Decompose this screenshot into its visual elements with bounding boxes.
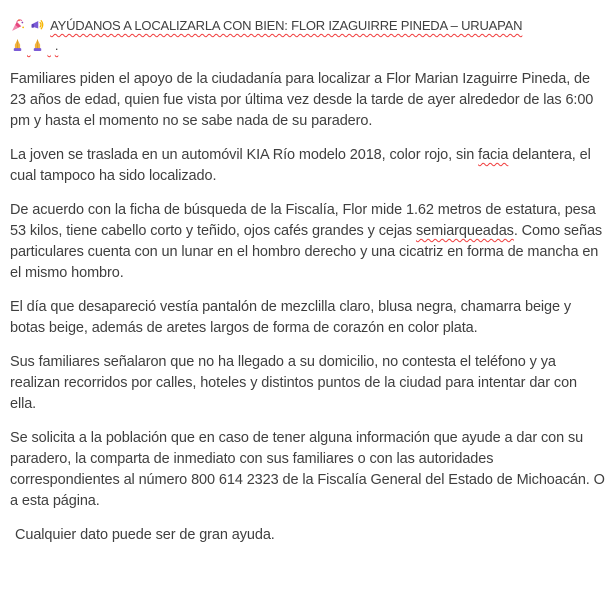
paragraph	[10, 525, 605, 546]
paragraph	[10, 352, 605, 415]
text-run: La joven se traslada en un automóvil KIA Río modelo 2018, color rojo, sin	[10, 147, 479, 163]
text-run: delantera, el cual tampoco ha sido localizado.	[10, 147, 591, 184]
paragraph	[10, 200, 605, 284]
text-run: El día que desapareció vestía pantalón de mezclilla claro, blusa negra, chamarra beige y botas beige, además de aretes largos de forma de corazón en color plata.	[10, 299, 572, 336]
post-title-period: .	[54, 38, 59, 53]
paragraph	[10, 428, 605, 512]
text-run: De acuerdo con la ficha de búsqueda de la Fiscalía, Flor mide 1.62 metros de estatura, pesa 53 kilos, tiene cabello corto y teñido, ojos cafés grandes y cejas	[10, 202, 596, 239]
text-run: Se solicita a la población que en caso de tener alguna información que ayude a dar con su paradero, la comparta de inmediato con sus familiares o con las autoridades correspondientes al número 800 614 2323 de la Fiscalía General del Estado de Michoacán. O a esta página.	[10, 430, 605, 509]
post-title-line	[10, 18, 522, 33]
misspelled-word: semiarqueadas	[415, 223, 514, 239]
text-run: Cualquier dato puede ser de gran ayuda.	[15, 527, 275, 543]
post-title-tail	[10, 36, 605, 56]
post-title	[10, 16, 605, 56]
party-popper-icon	[10, 16, 25, 36]
paragraph	[10, 145, 605, 187]
text-run: Familiares piden el apoyo de la ciudadanía para localizar a Flor Marian Izaguirre Pineda, de 23 años de edad, quien fue vista por última vez desde la tarde de ayer alrededor de las 6:00 pm y hasta el momento no se sabe nada de su paradero.	[10, 71, 594, 129]
megaphone-icon	[30, 16, 45, 36]
post-title-text: AYÚDANOS A LOCALIZARLA CON BIEN: FLOR IZAGUIRRE PINEDA – URUAPAN	[50, 18, 523, 33]
article-body	[10, 69, 605, 546]
folded-hands-icon	[10, 36, 25, 56]
paragraph	[10, 297, 605, 339]
text-run: . Como señas particulares cuenta con un lunar en el hombro derecho y una cicatriz en forma de mancha en el mismo hombro.	[10, 223, 603, 281]
paragraph	[10, 69, 605, 132]
text-run: Sus familiares señalaron que no ha llegado a su domicilio, no contesta el teléfono y ya realizan recorridos por calles, hoteles y distintos puntos de la ciudad para intentar dar con ella.	[10, 354, 577, 412]
folded-hands-icon	[30, 36, 45, 56]
misspelled-word: facia	[478, 147, 509, 163]
